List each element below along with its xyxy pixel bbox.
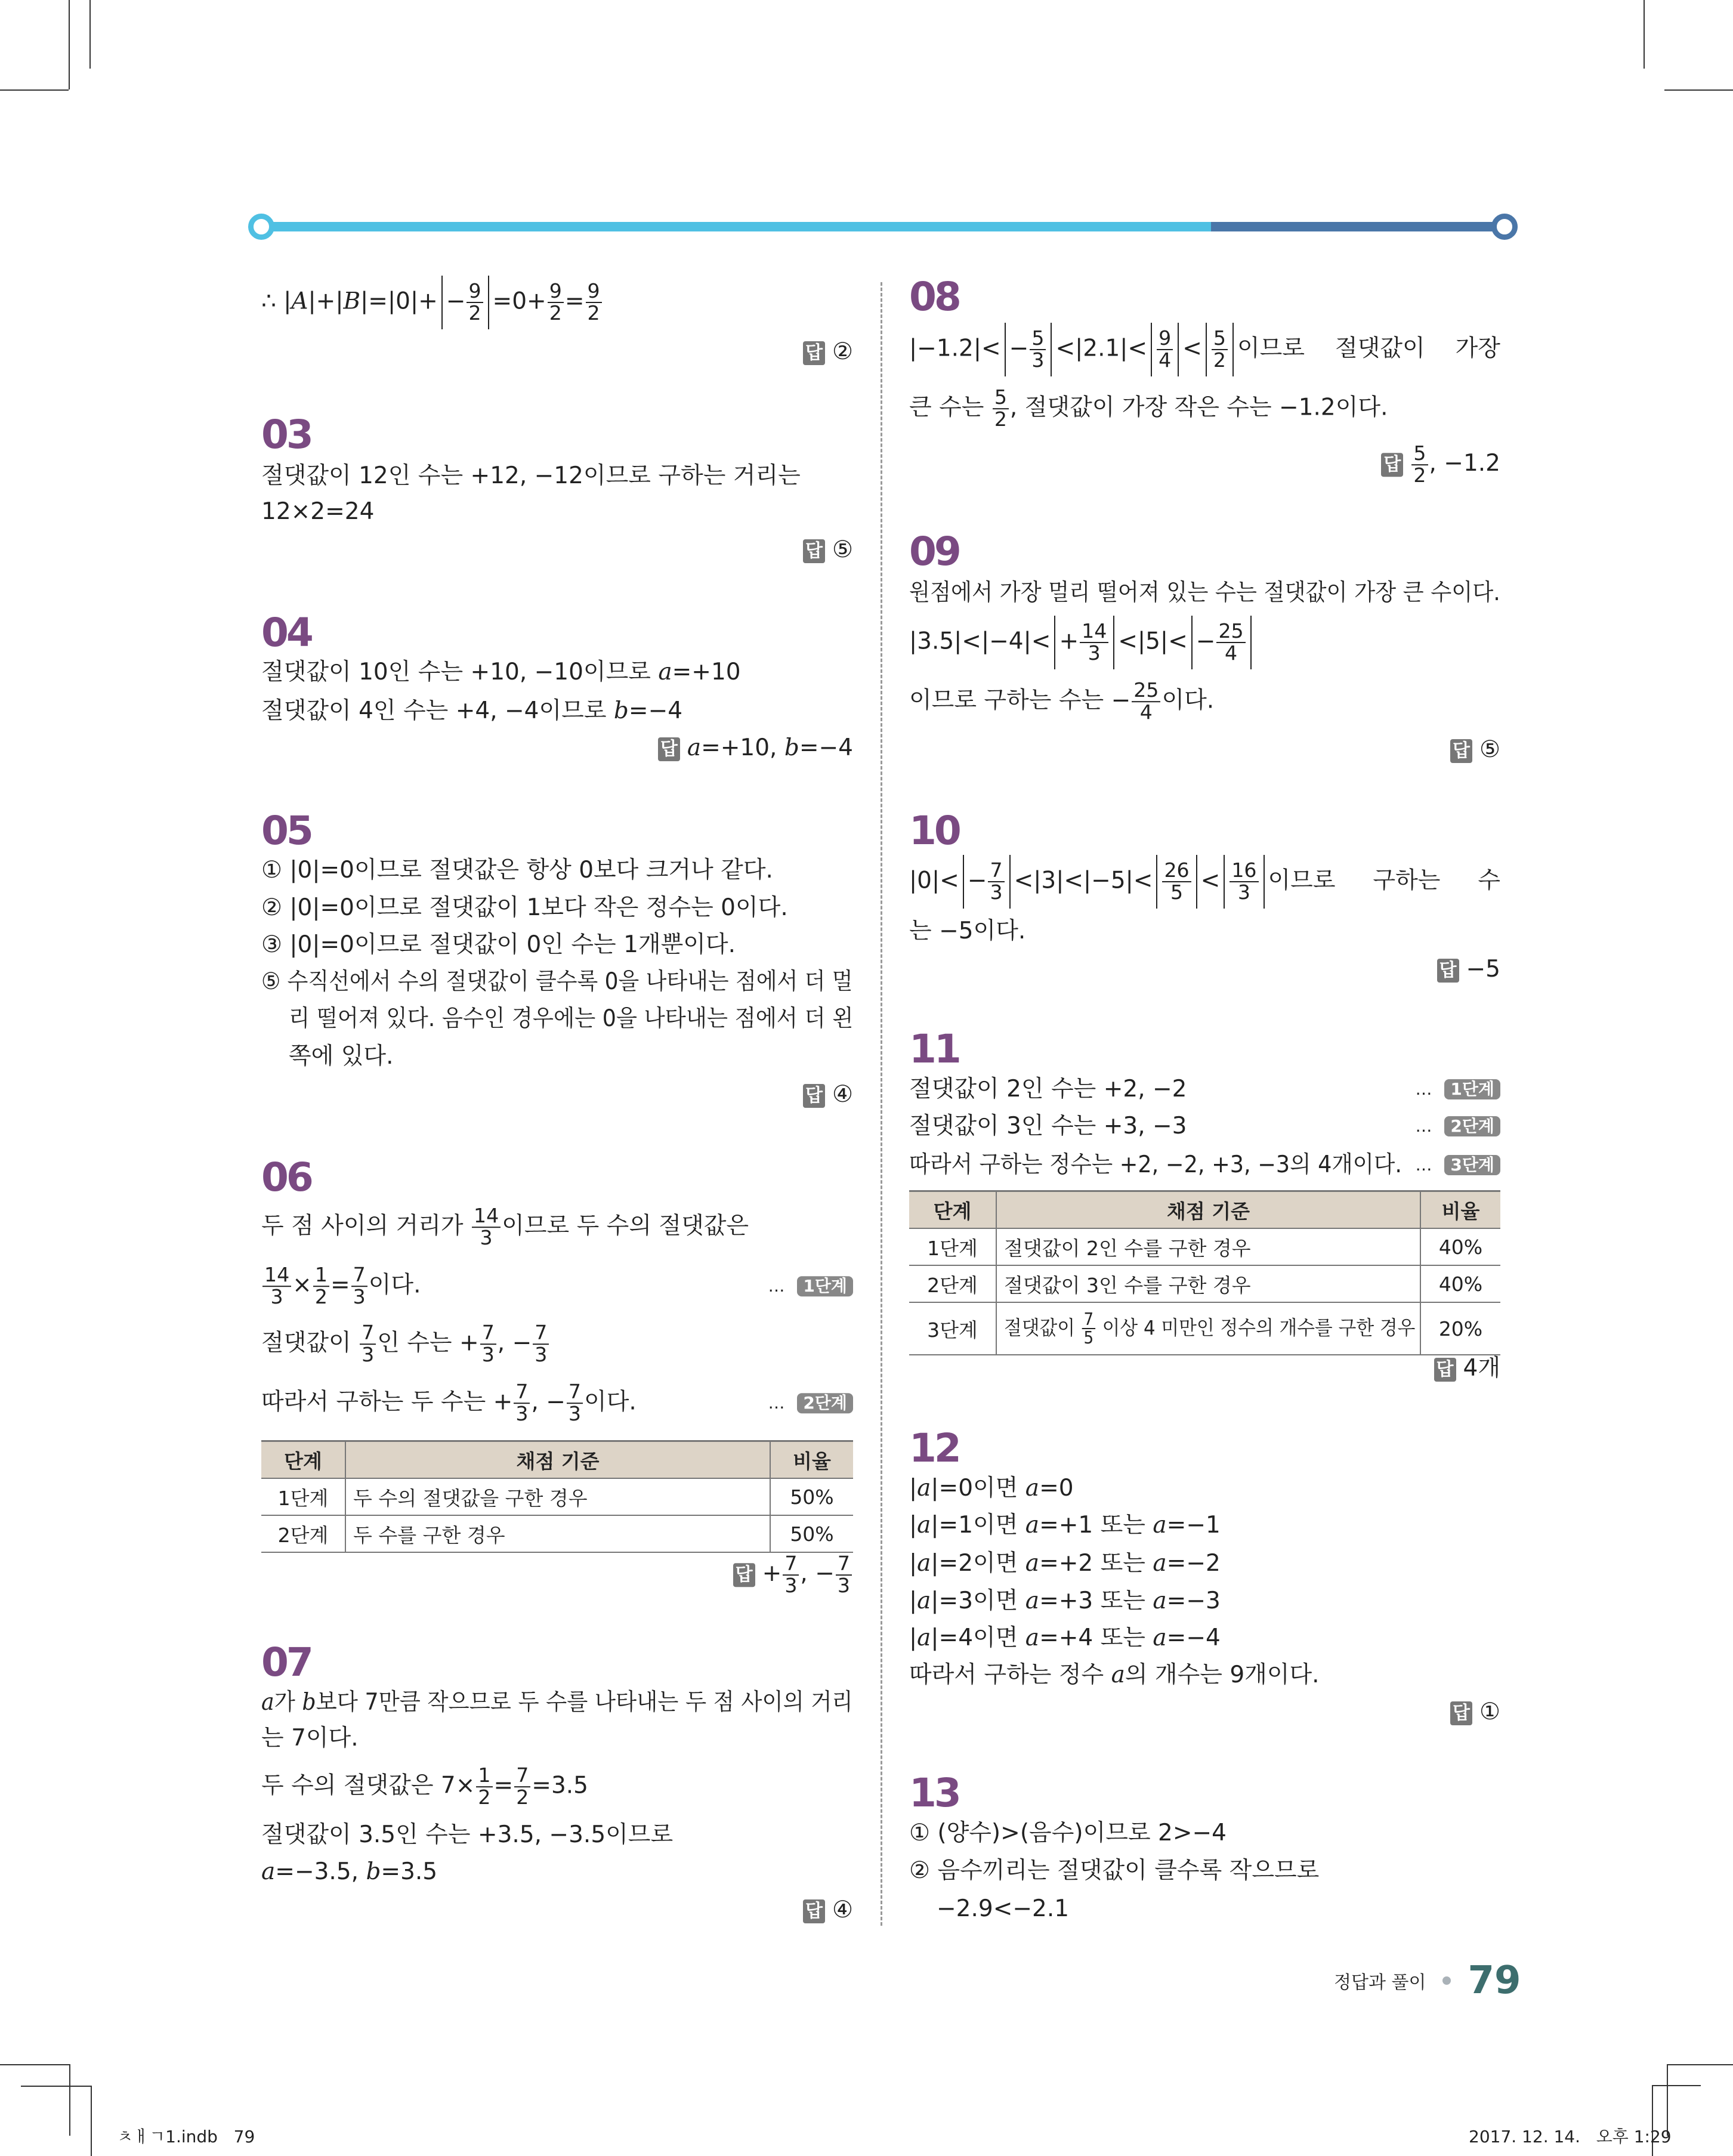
step-badge: … 1단계 — [1412, 1071, 1501, 1107]
cell-text: 절댓값이 $\frac{7}{5}$ 이상 4 미만인 정수의 개수를 구한 경우 — [1004, 1309, 1416, 1348]
solution-line: ③ |0|=0이므로 절댓값이 0인 수는 1개뿐이다. — [261, 931, 736, 958]
step-badge: … 2단계 — [1412, 1108, 1501, 1144]
problem-number: 03 — [261, 412, 311, 458]
solution-line: 는 7이다. — [261, 1725, 359, 1752]
absolute-value-bar — [1250, 616, 1252, 669]
file-slug: ㅊㅐㄱ1.indb 79 — [117, 2127, 255, 2146]
cell — [996, 1265, 1420, 1302]
absolute-value-bar — [1009, 855, 1011, 909]
answer-icon: 답 — [1381, 453, 1403, 477]
fraction: $\frac{9}{2}$ — [467, 281, 483, 324]
answer-icon: 답 — [733, 1563, 755, 1587]
solution-line: ② 음수끼리는 절댓값이 클수록 작으므로 — [909, 1857, 1320, 1884]
fraction: $\frac{9}{2}$ — [586, 281, 602, 324]
cell: 40% — [1420, 1228, 1500, 1265]
solution-line: 절댓값이 4인 수는 +4, −4이므로 b=−4 — [261, 697, 683, 724]
crop-mark — [69, 0, 70, 89]
crop-mark — [1667, 2064, 1733, 2065]
cell — [996, 1228, 1420, 1265]
solution-line: 절댓값이 12인 수는 +12, −12이므로 구하는 거리는 — [261, 462, 801, 489]
answer-value: ② — [832, 338, 853, 365]
fraction: $\frac{5}{3}$ — [1030, 328, 1046, 371]
answer — [909, 1351, 1500, 1386]
absolute-value-bar — [1224, 855, 1225, 909]
scoring-table — [909, 1190, 1500, 1355]
solution-line: |a|=2이면 a=+2 또는 a=−2 — [909, 1550, 1221, 1577]
fraction: $\frac{7}{3}$ — [988, 860, 1004, 903]
solution-text: 절댓값이 3인 수는 +3, −3 — [909, 1113, 1187, 1139]
absolute-value-bar — [1191, 616, 1193, 669]
solution-line: ① |0|=0이므로 절댓값은 항상 0보다 크거나 같다. — [261, 857, 773, 884]
fraction: $\frac{1}{2}$ — [313, 1265, 329, 1308]
problem-number: 04 — [261, 610, 311, 656]
solution-line: |a|=0이면 a=0 — [909, 1475, 1074, 1502]
answer-icon: 답 — [1450, 739, 1472, 763]
crop-mark — [21, 2086, 91, 2087]
problem-number: 11 — [909, 1026, 959, 1072]
answer-value: + $\frac{7}{3}$ , − $\frac{7}{3}$ — [762, 1561, 853, 1587]
problem-number: 12 — [909, 1425, 959, 1471]
step-badge: … 1단계 — [765, 1268, 854, 1304]
cell — [345, 1515, 770, 1552]
table-row — [909, 1302, 1500, 1355]
answer — [909, 1694, 1500, 1730]
step-label: 1단계 — [797, 1276, 853, 1296]
solution-line: 원점에서 가장 멀리 떨어져 있는 수는 절댓값이 가장 큰 수이다. — [909, 579, 1500, 606]
fraction: $\frac{7}{3}$ — [783, 1553, 799, 1596]
absolute-value-bar — [1156, 855, 1157, 909]
answer-icon: 답 — [803, 1899, 825, 1923]
column-header: 채점 기준 — [345, 1441, 770, 1479]
answer-icon: 답 — [803, 341, 825, 365]
answer — [261, 730, 853, 766]
absolute-value-bar — [1113, 616, 1114, 669]
problem-number: 09 — [909, 529, 959, 574]
crop-mark — [1652, 2085, 1701, 2086]
solution-line: a가 b보다 7만큼 작으므로 두 수를 나타내는 두 점 사이의 거리 — [261, 1689, 853, 1716]
problem-number: 05 — [261, 808, 311, 854]
crop-mark — [89, 0, 91, 69]
answer-value: ⑤ — [832, 536, 853, 563]
solution-line: ② |0|=0이므로 절댓값이 1보다 작은 정수는 0이다. — [261, 894, 788, 921]
cell: 3단계 — [909, 1302, 996, 1355]
cell-text: 절댓값이 3인 수를 구한 경우 — [1004, 1273, 1251, 1297]
solution-line — [261, 1382, 853, 1425]
absolute-value-bar — [1151, 323, 1152, 376]
solution-line: 절댓값이 10인 수는 +10, −10이므로 a=+10 — [261, 659, 741, 685]
absolute-value-bar — [1054, 616, 1055, 669]
crop-mark — [0, 2064, 69, 2065]
header-bar-end-dot — [1491, 214, 1518, 240]
fraction: $\frac{7}{3}$ — [514, 1382, 530, 1425]
fraction: $\frac{7}{2}$ — [514, 1765, 530, 1808]
solution-text: 따라서 구하는 정수는 +2, −2, +3, −3의 4개이다. — [909, 1151, 1402, 1178]
absolute-value-bar — [1232, 323, 1234, 376]
absolute-value-bar — [1196, 855, 1197, 909]
table-row — [261, 1478, 853, 1515]
solution-line: 절댓값이 $\frac{7}{3}$ 인 수는 + $\frac{7}{3}$ , − $\frac{7}{3}$ — [261, 1323, 853, 1366]
solution-line: |a|=3이면 a=+3 또는 a=−3 — [909, 1587, 1221, 1614]
solution-line: 두 점 사이의 거리가 $\frac{14}{3}$ 이므로 두 수의 절댓값은 — [261, 1204, 749, 1249]
absolute-value-bar — [1005, 323, 1006, 376]
fraction: $\frac{14}{3}$ — [1080, 621, 1108, 664]
solution-line: 두 수의 절댓값은 7× $\frac{1}{2}$ = $\frac{7}{2}$ =3.5 — [261, 1763, 588, 1809]
step-badge: … 3단계 — [1412, 1147, 1501, 1183]
answer-icon: 답 — [1437, 959, 1459, 983]
solution-line: |0|< − $\frac{7}{3}$ <|3|<|−5|< $\frac{26}{5}$ < $\frac{16}{3}$ 이므로 구하는 수 — [909, 855, 1500, 909]
cell: 2단계 — [909, 1265, 996, 1302]
cell: 20% — [1420, 1302, 1500, 1355]
answer-value: $\frac{5}{2}$ , −1.2 — [1410, 450, 1500, 477]
solution-line: 따라서 구하는 정수 a의 개수는 9개이다. — [909, 1661, 1320, 1688]
solution-line: |a|=4이면 a=+4 또는 a=−4 — [909, 1624, 1221, 1651]
fraction: $\frac{7}{3}$ — [360, 1323, 376, 1366]
problem-number: 06 — [261, 1154, 311, 1200]
solution-text: $\frac{14}{3}$ × $\frac{1}{2}$ = $\frac{7}{3}$ 이다. — [261, 1265, 421, 1308]
header-bar-accent — [1211, 222, 1502, 231]
answer-icon: 답 — [1450, 1701, 1472, 1725]
solution-line: |−1.2|< − $\frac{5}{3}$ <|2.1|< $\frac{9}{4}$ < $\frac{5}{2}$ 이므로 절댓값이 가장 — [909, 323, 1500, 376]
cell-text: 두 수의 절댓값을 구한 경우 — [353, 1486, 588, 1510]
equation-line: ∴ |A|+|B|=|0|+ − $\frac{9}{2}$ =0+ $\frac{9}{2}$ = $\frac{9}{2}$ — [261, 276, 853, 329]
table-row — [261, 1515, 853, 1552]
fraction: $\frac{7}{3}$ — [836, 1553, 852, 1596]
crop-mark — [91, 2086, 92, 2156]
solution-line — [909, 1108, 1500, 1144]
column-header: 비율 — [770, 1441, 853, 1479]
absolute-value-bar — [1264, 855, 1265, 909]
solution-line: 12×2=24 — [261, 498, 375, 525]
crop-mark — [0, 89, 69, 91]
cell: 2단계 — [261, 1515, 345, 1552]
absolute-value-bar — [963, 855, 964, 909]
answer — [261, 1553, 853, 1596]
cell — [345, 1478, 770, 1515]
solution-text: 따라서 구하는 두 수는 + $\frac{7}{3}$ , − $\frac{7}{3}$ 이다. — [261, 1380, 637, 1425]
column-header: 단계 — [909, 1191, 996, 1229]
header-bar-start-dot — [248, 214, 274, 240]
absolute-value-bar — [488, 276, 489, 329]
answer — [909, 732, 1500, 768]
column-header: 단계 — [261, 1441, 345, 1479]
solution-line — [909, 1071, 1500, 1107]
absolute-value-bar — [1051, 323, 1052, 376]
print-timestamp: 2017. 12. 14. 오후 1:29 — [1469, 2127, 1672, 2146]
fraction: $\frac{7}{5}$ — [1082, 1311, 1095, 1347]
crop-mark — [1644, 0, 1645, 69]
solution-line: 이므로 구하는 수는 − $\frac{25}{4}$ 이다. — [909, 678, 1215, 724]
fraction: $\frac{14}{3}$ — [472, 1206, 501, 1249]
cell-text: 두 수를 구한 경우 — [353, 1523, 505, 1547]
answer-icon: 답 — [803, 1084, 825, 1108]
solution-line: −2.9<−2.1 — [937, 1895, 1070, 1922]
fraction: $\frac{5}{2}$ — [993, 387, 1009, 430]
solution-line: |a|=1이면 a=+1 또는 a=−1 — [909, 1512, 1221, 1539]
answer — [261, 334, 853, 370]
answer-value: ① — [1479, 1698, 1500, 1725]
solution-line: 쪽에 있다. — [289, 1043, 394, 1070]
fraction: $\frac{25}{4}$ — [1216, 621, 1245, 664]
cell: 50% — [770, 1478, 853, 1515]
answer-value: 4개 — [1463, 1355, 1500, 1382]
problem-number: 13 — [909, 1770, 959, 1816]
page-number: 79 — [1468, 1959, 1521, 2003]
fraction: $\frac{7}{3}$ — [480, 1323, 496, 1366]
solution-line — [261, 1265, 853, 1308]
solution-line: 는 −5이다. — [909, 918, 1026, 944]
fraction: $\frac{1}{2}$ — [476, 1765, 492, 1808]
solution-line: 절댓값이 3.5인 수는 +3.5, −3.5이므로 — [261, 1821, 674, 1848]
solution-text: 절댓값이 2인 수는 +2, −2 — [909, 1076, 1187, 1102]
cell: 1단계 — [909, 1228, 996, 1265]
answer-value: ④ — [832, 1081, 853, 1108]
answer-value: a=+10, b=−4 — [687, 734, 853, 761]
absolute-value-bar — [1178, 323, 1179, 376]
fraction: $\frac{9}{2}$ — [548, 281, 564, 324]
answer — [261, 532, 853, 568]
fraction: $\frac{14}{3}$ — [262, 1265, 291, 1308]
fraction: $\frac{7}{3}$ — [533, 1323, 549, 1366]
cell: 50% — [770, 1515, 853, 1552]
fraction: $\frac{25}{4}$ — [1132, 680, 1160, 723]
step-label: 3단계 — [1444, 1155, 1500, 1175]
fraction: $\frac{9}{4}$ — [1157, 328, 1173, 371]
solution-line: 큰 수는 $\frac{5}{2}$ , 절댓값이 가장 작은 수는 −1.2이다. — [909, 385, 1388, 431]
crop-mark — [1664, 89, 1733, 91]
fraction: $\frac{5}{2}$ — [1212, 328, 1228, 371]
fraction: $\frac{26}{5}$ — [1162, 860, 1191, 903]
problem-number: 08 — [909, 274, 959, 320]
solution-line: |3.5|<|−4|< + $\frac{14}{3}$ <|5|< − $\frac{25}{4}$ — [909, 616, 1500, 669]
answer — [909, 952, 1500, 987]
fraction: $\frac{5}{2}$ — [1411, 443, 1428, 486]
column-divider — [881, 282, 882, 1926]
cell — [996, 1302, 1420, 1355]
cell-text: 절댓값이 2인 수를 구한 경우 — [1004, 1236, 1251, 1260]
problem-number: 10 — [909, 808, 959, 854]
step-label: 2단계 — [797, 1393, 853, 1413]
step-label: 2단계 — [1444, 1116, 1500, 1136]
bullet-dot — [1442, 1976, 1451, 1985]
fraction: $\frac{16}{3}$ — [1230, 860, 1258, 903]
answer — [909, 443, 1500, 486]
answer-icon: 답 — [658, 737, 680, 761]
table-row — [909, 1265, 1500, 1302]
answer-icon: 답 — [1434, 1358, 1456, 1382]
cell: 40% — [1420, 1265, 1500, 1302]
fraction: $\frac{7}{3}$ — [567, 1382, 583, 1425]
answer-icon: 답 — [803, 539, 825, 563]
solution-line: a=−3.5, b=3.5 — [261, 1858, 438, 1885]
absolute-value-bar — [1206, 323, 1207, 376]
header-bar — [258, 222, 1213, 231]
crop-mark — [69, 2064, 70, 2136]
step-label: 1단계 — [1444, 1079, 1500, 1099]
answer-value: ⑤ — [1479, 736, 1500, 763]
fraction: $\frac{7}{3}$ — [351, 1265, 367, 1308]
absolute-value-bar — [441, 276, 443, 329]
page-footer — [1334, 1959, 1521, 2003]
answer — [261, 1077, 853, 1113]
cell: 1단계 — [261, 1478, 345, 1515]
column-header: 채점 기준 — [996, 1191, 1420, 1229]
solution-line: 리 떨어져 있다. 음수인 경우에는 0을 나타내는 점에서 더 왼 — [289, 1005, 854, 1032]
section-title: 정답과 풀이 — [1334, 1972, 1426, 1993]
table-row — [909, 1228, 1500, 1265]
solution-line — [909, 1147, 1500, 1183]
problem-number: 07 — [261, 1639, 311, 1685]
answer — [261, 1892, 853, 1928]
column-header: 비율 — [1420, 1191, 1500, 1229]
solution-line: ⑤ 수직선에서 수의 절댓값이 클수록 0을 나타내는 점에서 더 멀 — [261, 968, 853, 995]
solution-line: ① (양수)>(음수)이므로 2>−4 — [909, 1820, 1227, 1846]
scoring-table — [261, 1440, 853, 1553]
answer-value: −5 — [1466, 956, 1500, 983]
step-badge: … 2단계 — [765, 1385, 854, 1421]
answer-value: ④ — [832, 1896, 853, 1923]
